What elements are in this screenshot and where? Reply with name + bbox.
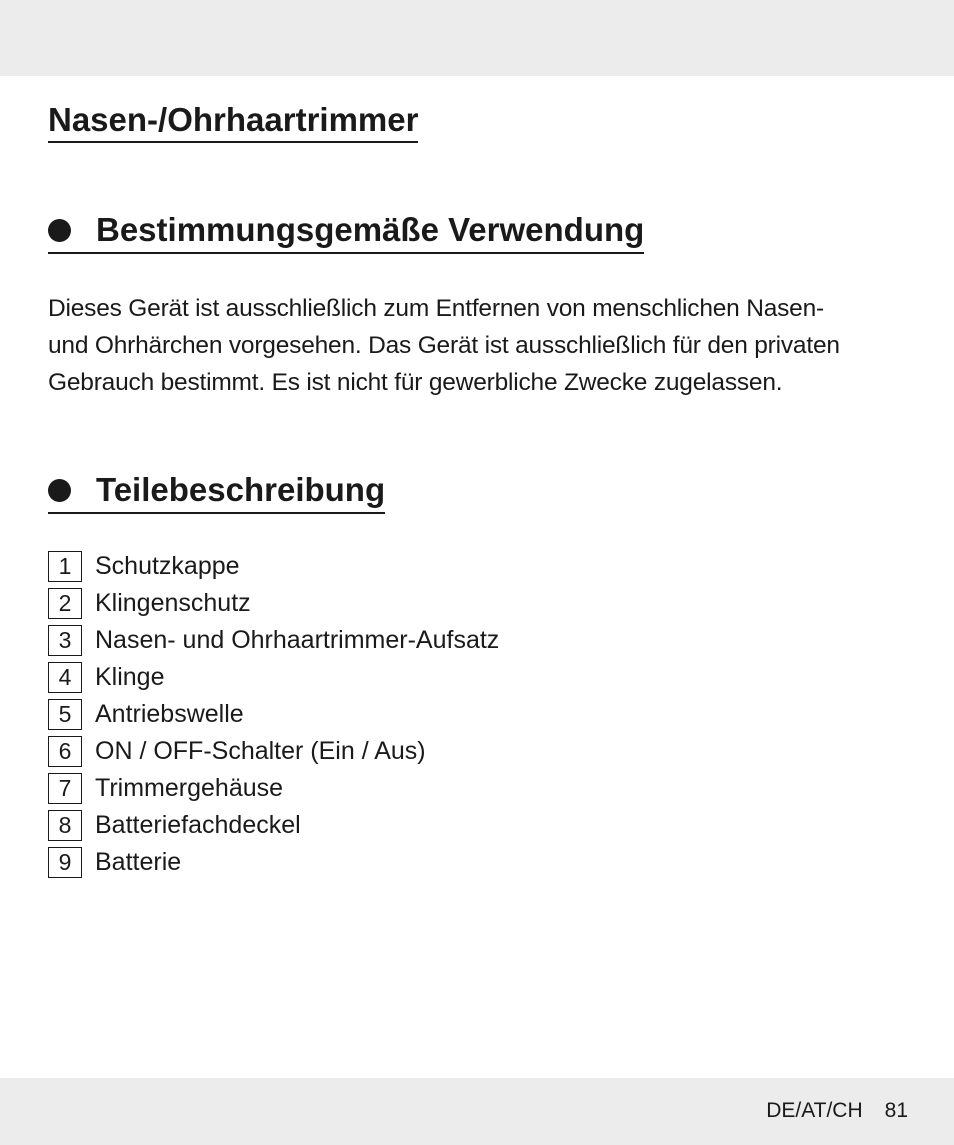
usage-paragraph [48, 290, 908, 401]
list-item [48, 548, 499, 585]
part-label: Klingenschutz [95, 589, 251, 617]
paragraph-line: Dieses Gerät ist ausschließlich zum Entfernen von menschlichen Nasen- [48, 295, 824, 322]
part-label: Batterie [95, 848, 182, 876]
paragraph-line: und Ohrhärchen vorgesehen. Das Gerät ist ausschließlich für den privaten [48, 332, 840, 359]
list-item [48, 622, 499, 659]
section-heading-parts [48, 470, 385, 514]
part-number-box: 1 [48, 551, 82, 582]
list-item [48, 770, 499, 807]
page-number: 81 [884, 1099, 908, 1122]
part-number-box: 4 [48, 662, 82, 693]
part-label: ON / OFF-Schalter (Ein / Aus) [95, 737, 426, 765]
part-number-box: 8 [48, 810, 82, 841]
part-number-box: 5 [48, 699, 82, 730]
page-footer [766, 1097, 908, 1125]
part-number-box: 3 [48, 625, 82, 656]
list-item [48, 733, 499, 770]
paragraph-line: Gebrauch bestimmt. Es ist nicht für gewerbliche Zwecke zugelassen. [48, 369, 783, 396]
parts-list [48, 548, 499, 881]
list-item [48, 696, 499, 733]
section-heading-text: Teilebeschreibung [96, 471, 386, 508]
part-label: Klinge [95, 663, 165, 691]
section-heading-text: Bestimmungsgemäße Verwendung [96, 211, 645, 248]
bullet-icon [48, 219, 71, 242]
section-heading-usage [48, 210, 644, 254]
part-label: Schutzkappe [95, 552, 240, 580]
page-title: Nasen-/Ohrhaartrimmer [48, 100, 418, 143]
bullet-icon [48, 479, 71, 502]
list-item [48, 807, 499, 844]
part-number-box: 7 [48, 773, 82, 804]
part-label: Nasen- und Ohrhaartrimmer-Aufsatz [95, 626, 500, 654]
footer-region: DE/AT/CH [766, 1099, 863, 1122]
part-number-box: 9 [48, 847, 82, 878]
top-band [0, 0, 954, 76]
list-item [48, 585, 499, 622]
part-label: Batteriefachdeckel [95, 811, 301, 839]
list-item [48, 844, 499, 881]
part-number-box: 2 [48, 588, 82, 619]
part-number-box: 6 [48, 736, 82, 767]
list-item [48, 659, 499, 696]
part-label: Antriebswelle [95, 700, 244, 728]
part-label: Trimmergehäuse [95, 774, 284, 802]
